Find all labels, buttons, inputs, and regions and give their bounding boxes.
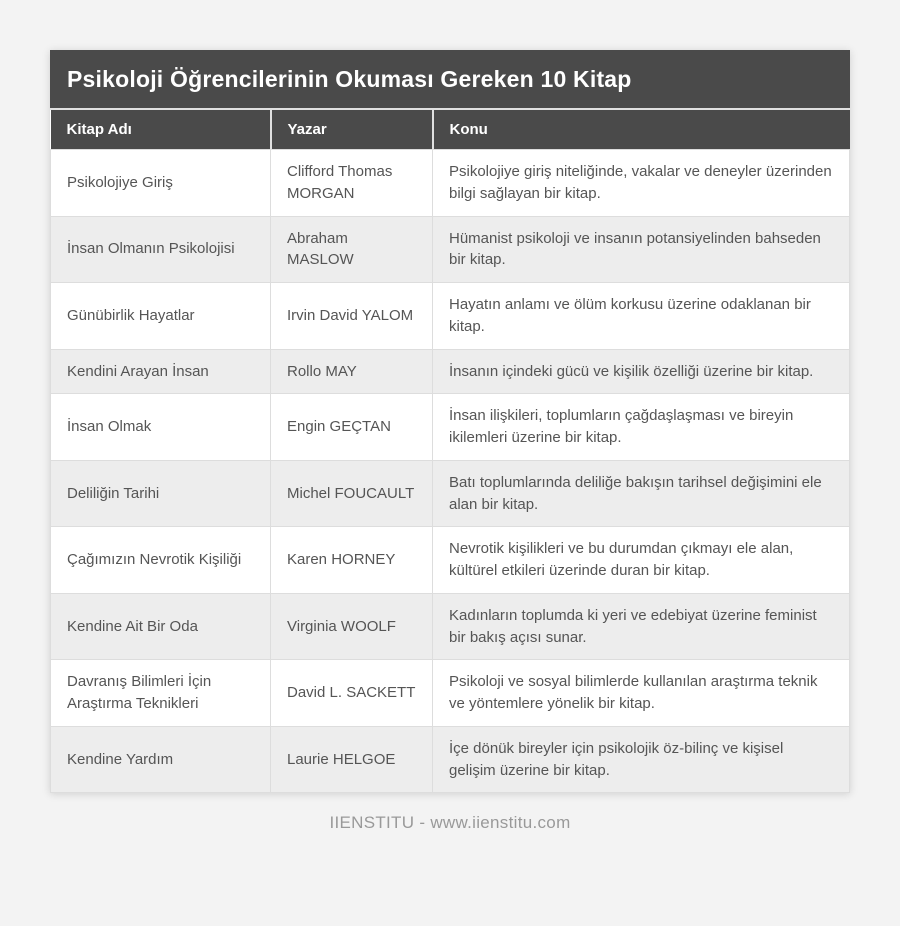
- table-row: [51, 216, 850, 283]
- table-row: [51, 460, 850, 527]
- topic-cell: Hümanist psikoloji ve insanın potansiyelinden bahseden bir kitap.: [433, 216, 850, 283]
- author-cell: David L. SACKETT: [271, 660, 433, 727]
- table-row: [51, 150, 850, 217]
- table-row: [51, 527, 850, 594]
- topic-cell: Batı toplumlarında deliliğe bakışın tarihsel değişimini ele alan bir kitap.: [433, 460, 850, 527]
- table-header: [51, 110, 850, 150]
- footer-credit: IIENSTITU - www.iienstitu.com: [329, 813, 571, 833]
- author-cell: Irvin David YALOM: [271, 283, 433, 350]
- table-row: [51, 660, 850, 727]
- author-cell: Rollo MAY: [271, 349, 433, 394]
- topic-cell: Hayatın anlamı ve ölüm korkusu üzerine odaklanan bir kitap.: [433, 283, 850, 350]
- column-header-yazar: Yazar: [271, 110, 433, 150]
- author-cell: Karen HORNEY: [271, 527, 433, 594]
- topic-cell: İçe dönük bireyler için psikolojik öz-bilinç ve kişisel gelişim üzerine bir kitap.: [433, 726, 850, 793]
- book-list-card: [50, 50, 850, 793]
- author-cell: Clifford Thomas MORGAN: [271, 150, 433, 217]
- books-table: [50, 110, 850, 793]
- book-title-cell: İnsan Olmak: [51, 394, 271, 461]
- book-title-cell: Deliliğin Tarihi: [51, 460, 271, 527]
- page-title: Psikoloji Öğrencilerinin Okuması Gereken 10 Kitap: [50, 50, 850, 110]
- book-title-cell: İnsan Olmanın Psikolojisi: [51, 216, 271, 283]
- topic-cell: Kadınların toplumda ki yeri ve edebiyat üzerine feminist bir bakış açısı sunar.: [433, 593, 850, 660]
- table-body: [51, 150, 850, 793]
- author-cell: Virginia WOOLF: [271, 593, 433, 660]
- author-cell: Abraham MASLOW: [271, 216, 433, 283]
- table-header-row: [51, 110, 850, 150]
- table-row: [51, 726, 850, 793]
- book-title-cell: Kendine Yardım: [51, 726, 271, 793]
- author-cell: Engin GEÇTAN: [271, 394, 433, 461]
- column-header-konu: Konu: [433, 110, 850, 150]
- book-title-cell: Çağımızın Nevrotik Kişiliği: [51, 527, 271, 594]
- author-cell: Laurie HELGOE: [271, 726, 433, 793]
- topic-cell: İnsan ilişkileri, toplumların çağdaşlaşması ve bireyin ikilemleri üzerine bir kitap.: [433, 394, 850, 461]
- book-title-cell: Davranış Bilimleri İçin Araştırma Teknikleri: [51, 660, 271, 727]
- book-title-cell: Günübirlik Hayatlar: [51, 283, 271, 350]
- table-row: [51, 283, 850, 350]
- table-row: [51, 394, 850, 461]
- topic-cell: İnsanın içindeki gücü ve kişilik özelliği üzerine bir kitap.: [433, 349, 850, 394]
- topic-cell: Psikolojiye giriş niteliğinde, vakalar ve deneyler üzerinden bilgi sağlayan bir kitap.: [433, 150, 850, 217]
- book-title-cell: Kendine Ait Bir Oda: [51, 593, 271, 660]
- topic-cell: Psikoloji ve sosyal bilimlerde kullanılan araştırma teknik ve yöntemlere yönelik bir kitap.: [433, 660, 850, 727]
- topic-cell: Nevrotik kişilikleri ve bu durumdan çıkmayı ele alan, kültürel etkileri üzerinde duran bir kitap.: [433, 527, 850, 594]
- book-title-cell: Kendini Arayan İnsan: [51, 349, 271, 394]
- author-cell: Michel FOUCAULT: [271, 460, 433, 527]
- column-header-kitap-adi: Kitap Adı: [51, 110, 271, 150]
- book-title-cell: Psikolojiye Giriş: [51, 150, 271, 217]
- table-row: [51, 349, 850, 394]
- table-row: [51, 593, 850, 660]
